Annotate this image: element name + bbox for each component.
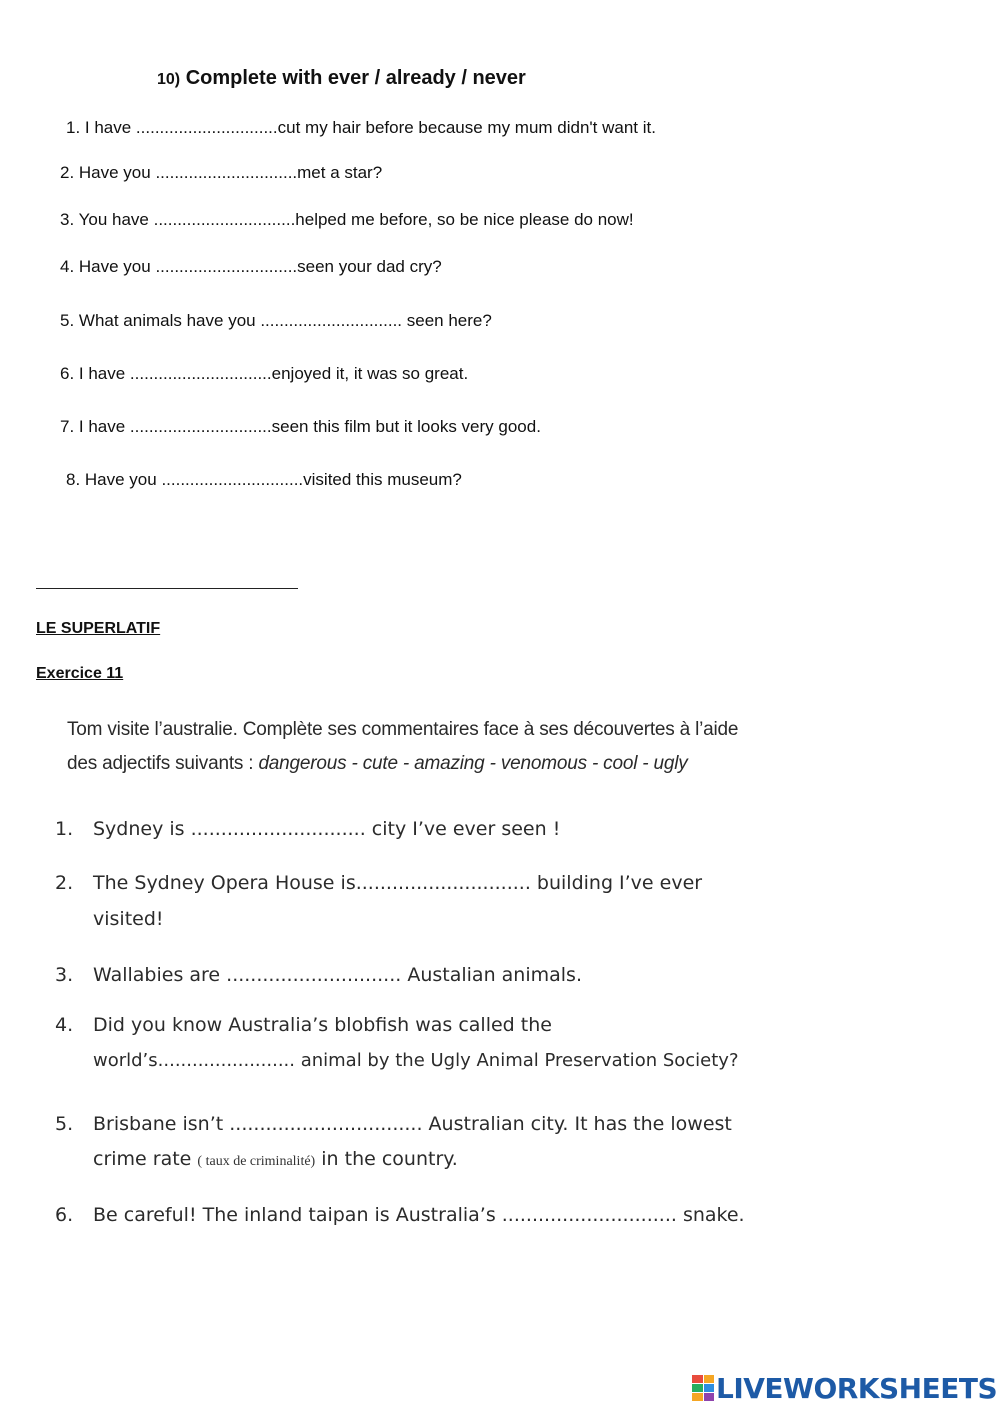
exercise-11-item-1 <box>55 818 955 844</box>
adjective-list: dangerous - cute - amazing - venomous - cool - ugly <box>258 753 688 774</box>
exercise-10-item-5: 5. What animals have you .............................. seen here? <box>60 311 492 330</box>
exercise-10-item-6: 6. I have ..............................enjoyed it, it was so great. <box>60 364 469 383</box>
item-text: Sydney is ............................. city I’ve ever seen ! <box>93 818 561 840</box>
exercise-10-item-1: 1. I have ..............................cut my hair before because my mum didn't want it. <box>66 118 656 137</box>
exercise-11-item-6 <box>55 1204 975 1230</box>
liveworksheets-logo[interactable] <box>692 1372 997 1404</box>
item-number: 2. <box>55 872 74 894</box>
exercise-10-item-7: 7. I have ..............................seen this film but it looks very good. <box>60 417 541 436</box>
item-number: 4. <box>55 1014 74 1036</box>
exercise-11-item-2 <box>55 872 955 934</box>
exercise-11-item-5 <box>55 1113 975 1175</box>
crime-rate-suffix: in the country. <box>315 1148 458 1170</box>
item-text-continued: visited! <box>93 908 164 930</box>
exercise-11-label: Exercice 11 <box>36 665 124 682</box>
intro-prefix: des adjectifs suivants : <box>67 753 259 774</box>
exercise-11-intro-line-1: Tom visite l’australie. Complète ses commentaires face à ses découvertes à l’aide <box>67 719 739 740</box>
item-number: 6. <box>55 1204 74 1226</box>
exercise-10-item-4: 4. Have you ..............................seen your dad cry? <box>60 257 442 276</box>
item-text: Wallabies are ............................. Austalian animals. <box>93 964 582 986</box>
exercise-10-item-3: 3. You have ..............................helped me before, so be nice please do now! <box>60 210 634 229</box>
exercise-10-number: 10) <box>157 71 181 88</box>
section-divider <box>36 588 298 589</box>
exercise-11-item-4 <box>55 1014 975 1076</box>
exercise-11-item-3 <box>55 964 955 990</box>
exercise-11-intro-line-2 <box>67 753 688 775</box>
item-text: The Sydney Opera House is............................. building I’ve ever <box>93 872 703 894</box>
exercise-10-title <box>157 67 526 90</box>
item-text: Brisbane isn’t ................................ Australian city. It has the lowest <box>93 1113 732 1135</box>
exercise-10-item-8: 8. Have you ..............................visited this museum? <box>66 470 462 489</box>
item-text-continued <box>93 1148 458 1170</box>
crime-rate-label: crime rate <box>93 1148 198 1170</box>
exercise-10-heading: Complete with ever / already / never <box>185 67 526 89</box>
section-heading-superlatif: LE SUPERLATIF <box>36 620 161 637</box>
item-number: 3. <box>55 964 74 986</box>
item-number: 1. <box>55 818 74 840</box>
item-text: Be careful! The inland taipan is Australia’s ............................. snake. <box>93 1204 745 1226</box>
french-translation-note: ( taux de criminalité) <box>197 1154 316 1169</box>
logo-text: LIVEWORKSHEETS <box>716 1371 998 1405</box>
item-text-continued: world’s........................ animal by the Ugly Animal Preservation Society? <box>93 1050 739 1071</box>
exercise-10-item-2: 2. Have you ..............................met a star? <box>60 163 383 182</box>
liveworksheets-logo-icon <box>692 1375 714 1401</box>
item-number: 5. <box>55 1113 74 1135</box>
item-text: Did you know Australia’s blobfish was called the <box>93 1014 552 1036</box>
